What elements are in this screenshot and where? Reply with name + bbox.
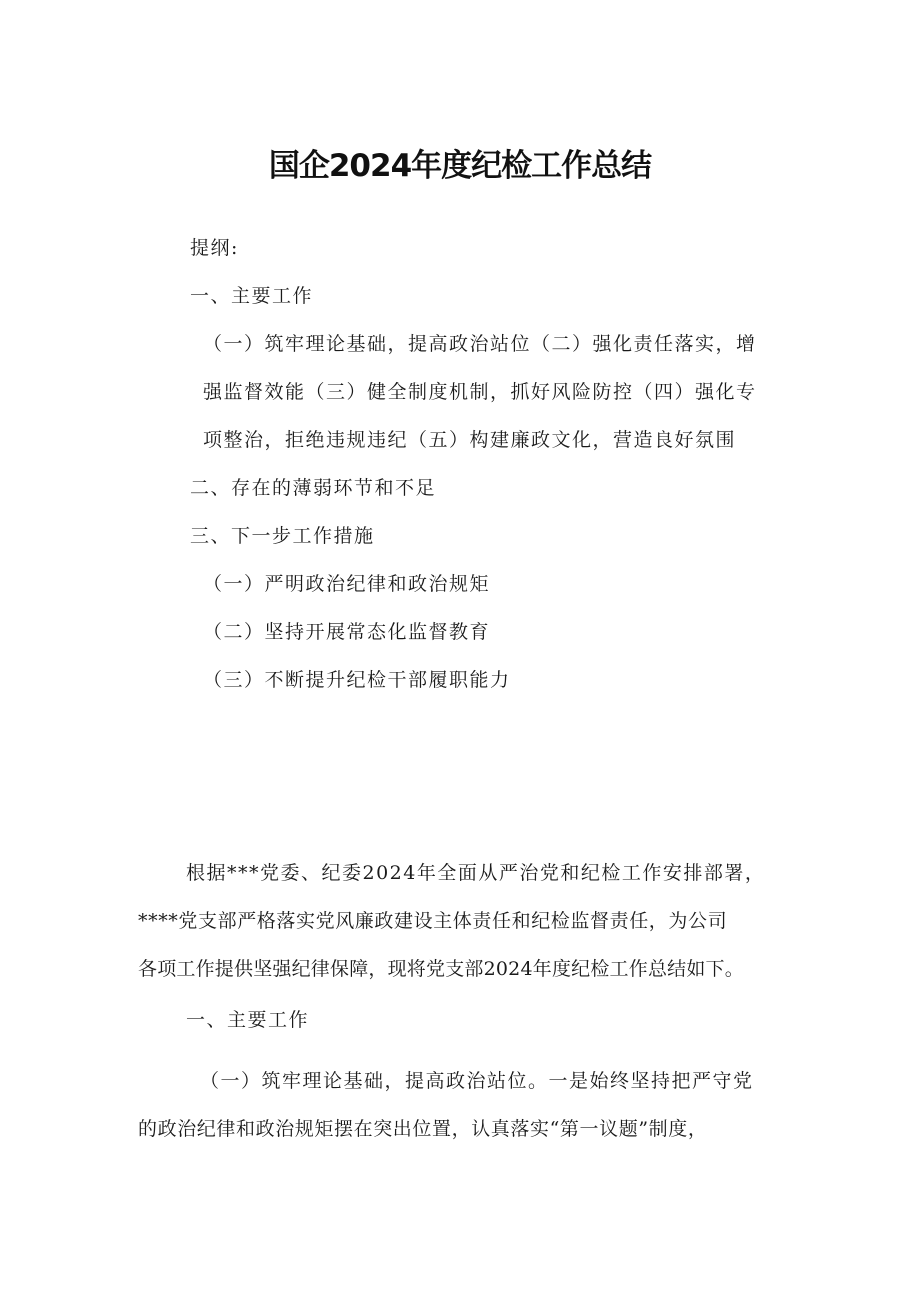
outline-measure-1: （一）严明政治纪律和政治规矩 xyxy=(203,573,491,595)
outline-section-1: 一、主要工作 xyxy=(190,285,314,307)
outline-section-3: 三、下一步工作措施 xyxy=(190,525,375,547)
para1-line-1: （一）筑牢理论基础，提高政治站位。一是始终坚持把严守党 xyxy=(200,1070,754,1092)
outline-measure-3: （三）不断提升纪检干部履职能力 xyxy=(203,669,511,691)
body-heading-1: 一、主要工作 xyxy=(186,1009,310,1031)
outline-section-2: 二、存在的薄弱环节和不足 xyxy=(190,477,437,499)
intro-line-2: ****党支部严格落实党风廉政建设主体责任和纪检监督责任，为公司 xyxy=(138,910,728,932)
outline-subitems-line-1: （一）筑牢理论基础，提高政治站位（二）强化责任落实，增 xyxy=(203,333,757,355)
outline-subitems-line-2: 强监督效能（三）健全制度机制，抓好风险防控（四）强化专 xyxy=(203,381,757,403)
outline-measure-2: （二）坚持开展常态化监督教育 xyxy=(203,621,491,643)
outline-subitems-line-3: 项整治，拒绝违规违纪（五）构建廉政文化，营造良好氛围 xyxy=(203,429,737,451)
para1-line-2: 的政治纪律和政治规矩摆在突出位置，认真落实“第一议题”制度， xyxy=(138,1118,708,1140)
outline-label: 提纲: xyxy=(190,237,239,259)
intro-line-3: 各项工作提供坚强纪律保障，现将党支部2024年度纪检工作总结如下。 xyxy=(138,958,744,980)
intro-line-1: 根据***党委、纪委2024年全面从严治党和纪检工作安排部署， xyxy=(186,862,766,884)
document-title: 国企2024年度纪检工作总结 xyxy=(268,148,652,184)
